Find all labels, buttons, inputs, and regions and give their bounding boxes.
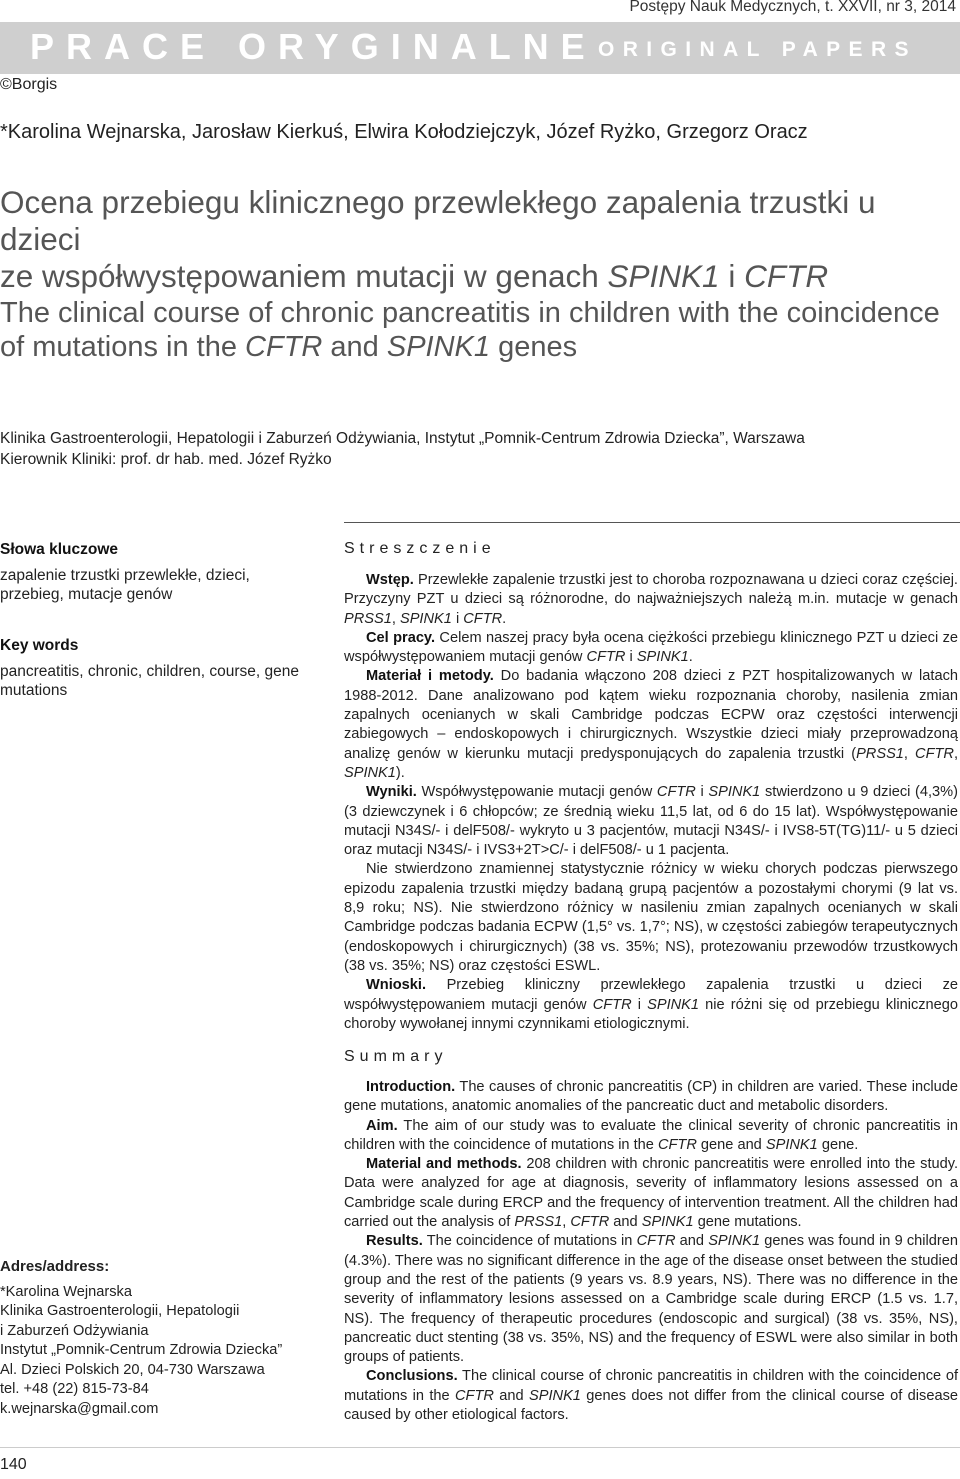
summary-results: Results. The coincidence of mutations in CFTR and SPINK1 genes was found in 9 children (4.3%). There was no significant difference in the age of the disease onset between the studied group and the rest of the patients (9 years vs. 8.9 years, NS). There was no difference in the severity of inflammatory lesions assessed on a Cambridge scale during ERCP (1.5 vs. 1.7, NS). The frequency of therapeutic procedures (endoscopic and surgical) (38 vs. 35%, NS), pancreatic duct stenting (38 vs. 35%, NS) and the frequency of ESWL were also similar in both groups of patients. [344, 1233, 958, 1366]
address-email: k.wejnarska@gmail.com [0, 1400, 159, 1417]
summary-conclusions: Conclusions. The clinical course of chronic pancreatitis in children with the coincidence of mutations in the CFTR and SPINK1 genes does not differ from the clinical course of disease caused by other etiological factors. [344, 1368, 958, 1424]
footer-divider [0, 1447, 960, 1448]
keywords-polish-heading: Słowa kluczowe [0, 541, 119, 558]
section-divider [344, 522, 960, 523]
banner-polish: PRACE ORYGINALNE [30, 26, 597, 67]
keywords-english-text: pancreatitis, chronic, children, course, gene mutations [0, 662, 299, 699]
address-line: Klinika Gastroenterologii, Hepatologii [0, 1303, 240, 1319]
streszczenie-results-2: Nie stwierdzono znamiennej statystycznie różnicy w wieku chorych podczas pierwszego epizodu zapalenia trzustki między badaną grupą pacjentów a pozostałymi chorymi (9 lat vs. 8,9 roku; NS). Nie stwierdzono różnicy w nasileniu zmian zapalnych ocenianych w skali Cambridge podczas badania ECPW (1,5° vs. 1,7°; NS), w częstości zabiegów terapeutycznych (endoskopowych i chirurgicznych) (38 vs. 35%; NS), protezowaniu przewodów trzustkowych (38 vs. 35%; NS) oraz częstości ESWL. [344, 861, 958, 974]
summary-body [344, 1078, 958, 1425]
correspondence-address [0, 1257, 320, 1419]
summary-aim: Aim. The aim of our study was to evaluate the clinical severity of chronic pancreatitis in children with the coincidence of mutations in the CFTR gene and SPINK1 gene. [344, 1117, 958, 1153]
streszczenie-results: Wyniki. Współwystępowanie mutacji genów CFTR i SPINK1 stwierdzono u 9 dzieci (4,3%) (3 dziewczynek i 6 chłopców; ze średnią wieku 11,5 lat, od 6 do 15 lat). Współwystępowanie mutacji N34S/- i delF508/- wykryto u 3 pacjentów, mutacji N34S/- i IVS8-5T(TG)11/- u 5 dzieci oraz mutacji N34S/- i IVS3+2T>C/- i delF508/- u 1 pacjenta. [344, 784, 958, 859]
summary-introduction: Introduction. The causes of chronic pancreatitis (CP) in children are varied. These include gene mutations, anatomic anomalies of the pancreatic duct and metabolic disorders. [344, 1079, 958, 1115]
address-line: *Karolina Wejnarska [0, 1283, 132, 1300]
keywords-english [0, 636, 300, 701]
streszczenie-intro: Wstęp. Przewlekłe zapalenie trzustki jest to choroba rozpoznawana u dzieci coraz częściej. Przyczyny PZT u dzieci są różnorodne, do najważniejszych należą m.in. mutacje w genach PRSS1, SPINK1 i CFTR. [344, 572, 958, 627]
streszczenie-conclusions: Wnioski. Przebieg kliniczny przewlekłego zapalenia trzustki u dzieci ze współwystępowaniem mutacji genów CFTR i SPINK1 nie różni się od przebiegu klinicznego choroby wywołanej innymi czynnikami etiologicznymi. [344, 977, 958, 1032]
affiliation-institution: Klinika Gastroenterologii, Hepatologii i Zaburzeń Odżywiania, Instytut „Pomnik-Centrum Zdrowia Dziecka”, Warszawa [0, 430, 805, 447]
keywords-polish-text: zapalenie trzustki przewlekłe, dzieci, przebieg, mutacje genów [0, 566, 250, 603]
copyright-notice: ©Borgis [0, 76, 58, 93]
summary-methods: Material and methods. 208 children with chronic pancreatitis were enrolled into the study. Data were analyzed for age at diagnosis, severity of inflammatory lesions assessed on a Cambridge scale during ERCP and the frequency of intervention treatment. All the children had carried out the analysis of PRSS1, CFTR and SPINK1 gene mutations. [344, 1156, 959, 1231]
affiliation-head: Kierownik Kliniki: prof. dr hab. med. Józef Ryżko [0, 451, 332, 468]
address-line: tel. +48 (22) 815-73-84 [0, 1381, 149, 1397]
affiliation [0, 428, 805, 470]
title-polish-line1: Ocena przebiegu klinicznego przewlekłego zapalenia trzustki u dzieci [0, 184, 876, 257]
streszczenie-methods: Materiał i metody. Do badania włączono 208 dzieci z PZT hospitalizowanych w latach 1988-2012. Dane analizowano pod kątem wieku rozpoznania choroby, nasilenia zmian zapalnych ocenianych w skali Cambridge podczas ECPW oraz częstości interwencji zabiegowych – endoskopowych i chirurgicznych. Wszystkie dzieci miały przeprowadzoną analizę genów w kierunku mutacji predysponujących do zapalenia trzustki (PRSS1, CFTR, SPINK1). [344, 668, 959, 781]
section-banner [0, 22, 960, 74]
keywords-polish [0, 540, 300, 605]
address-line: Al. Dzieci Polskich 20, 04-730 Warszawa [0, 1361, 265, 1378]
address-heading: Adres/address: [0, 1258, 110, 1275]
author-list: *Karolina Wejnarska, Jarosław Kierkuś, Elwira Kołodziejczyk, Józef Ryżko, Grzegorz Oracz [0, 121, 808, 143]
address-line: Instytut „Pomnik-Centrum Zdrowia Dziecka” [0, 1342, 283, 1358]
page-number: 140 [0, 1456, 27, 1473]
title-polish: Ocena przebiegu klinicznego przewlekłego zapalenia trzustki u dzieci ze współwystępowaniem mutacji w genach SPINK1 i CFTR [0, 184, 876, 294]
title-english: The clinical course of chronic pancreatitis in children with the coincidence of mutations in the CFTR and SPINK1 genes [0, 297, 940, 363]
address-line: i Zaburzeń Odżywiania [0, 1322, 149, 1339]
title-english-line1: The clinical course of chronic pancreatitis in children with the coincidence [0, 297, 940, 329]
streszczenie-aim: Cel pracy. Celem naszej pracy była ocena ciężkości przebiegu klinicznego PZT u dzieci ze współwystępowaniem mutacji genów CFTR i SPINK1. [344, 629, 958, 666]
banner-english: ORIGINAL PAPERS [598, 38, 917, 61]
streszczenie-body [344, 571, 958, 1034]
journal-header: Postępy Nauk Medycznych, t. XXVII, nr 3, 2014 [629, 0, 956, 15]
keywords-english-heading: Key words [0, 637, 79, 654]
streszczenie-heading: Streszczenie [344, 540, 496, 557]
summary-heading: Summary [344, 1048, 448, 1065]
